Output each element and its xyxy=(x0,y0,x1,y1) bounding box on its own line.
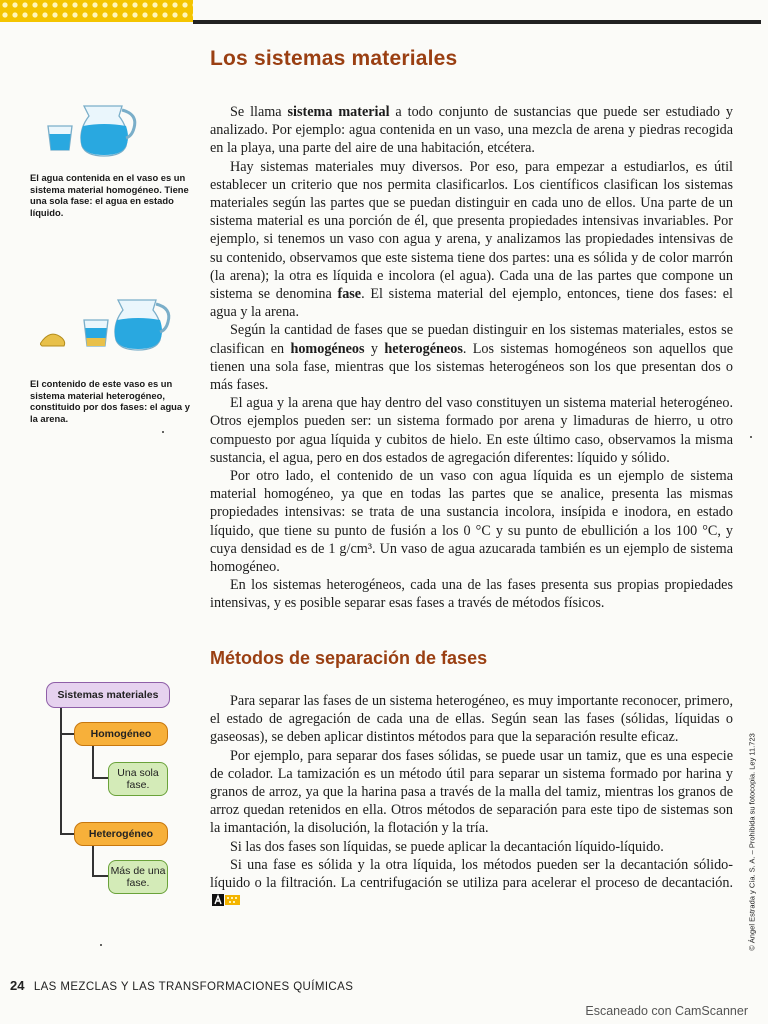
decorative-dotted-corner xyxy=(0,0,193,22)
node-homogeneous: Homogéneo xyxy=(74,722,168,746)
paragraph: Según la cantidad de fases que se puedan distinguir en los sistemas materiales, estos se clasifican en homogéneos y heterogéneos. Los sistemas homogéneos son aquellos que tienen una sola fase, mientras que los sistemas heterogéneos son los que presentan dos o más fases. xyxy=(210,322,734,394)
page-number: 24 xyxy=(10,978,25,993)
caption-heterogeneous-example: El contenido de este vaso es un sistema material heterogéneo, constituido por dos fases: el agua y la arena. xyxy=(30,378,190,424)
diagram-connector xyxy=(92,777,108,779)
body-text-systems xyxy=(210,103,733,613)
diagram-connector xyxy=(60,833,74,835)
top-rule xyxy=(193,20,761,24)
caption-homogeneous-example: El agua contenida en el vaso es un sistema material homogéneo. Tiene una sola fase: el agua en estado líquido. xyxy=(30,172,189,218)
diagram-connector xyxy=(92,746,94,779)
diagram-connector xyxy=(60,708,62,835)
paragraph: El agua y la arena que hay dentro del vaso constituyen un sistema material heterogéneo. Otros ejemplos pueden ser: un sistema formado por arena y limaduras de hierro, u otro compuesto por agua líquida y cubitos de hielo. En este último caso, observamos la misma sustancia, el agua, pero en dos estados de agregación diferentes: líquido y sólido. xyxy=(210,395,733,466)
footer-chapter-title: LAS MEZCLAS Y LAS TRANSFORMACIONES QUÍMICAS xyxy=(33,981,354,993)
bold-term: heterogéneos xyxy=(384,340,463,357)
node-material-systems: Sistemas materiales xyxy=(46,682,170,708)
scan-speck xyxy=(750,436,752,438)
node-multiple-phases: Más de una fase. xyxy=(108,860,168,894)
scan-speck xyxy=(100,944,102,946)
section-title: Métodos de separación de fases xyxy=(210,648,488,668)
sand-glass-jug-illustration xyxy=(40,294,172,356)
water-jug-icon xyxy=(81,106,135,156)
copyright-side-note: © Ángel Estrada y Cía. S. A. – Prohibida su fotocopia. Ley 11.723 xyxy=(747,733,757,951)
activity-badge-icon xyxy=(212,894,240,906)
node-single-phase: Una sola fase. xyxy=(108,762,168,796)
bold-term: sistema material xyxy=(287,104,390,120)
paragraph xyxy=(210,856,733,911)
glass-and-jug-illustration xyxy=(44,96,140,160)
paragraph: Se llama sistema material a todo conjunto de sustancias que puede ser estudiado y analizado. Por ejemplo: agua contenida en un vaso, una mezcla de arena y piedras recogida en la playa, una parte del aire de una habitación, etcétera. xyxy=(210,104,733,157)
paragraph: Para separar las fases de un sistema heterogéneo, es muy importante reconocer, primero, el estado de agregación de cada una de ellas. Según sean las fases (sólidas, líquidas o gaseosas), se deben aplicar distintos métodos para que la separación resulte eficaz. xyxy=(210,693,733,746)
body-text-separation xyxy=(210,692,733,910)
bold-term: homogéneos xyxy=(290,340,365,357)
page-title: Los sistemas materiales xyxy=(210,47,458,70)
node-heterogeneous: Heterogéneo xyxy=(74,822,168,846)
scan-speck xyxy=(162,431,164,433)
paragraph: Por ejemplo, para separar dos fases sólidas, se puede usar un tamiz, que es una especie de colador. La tamización es un método útil para separar un sistema formado por harina y granos de arroz, ya que la harina pasa a través de la malla del tamiz, mientras los granos de arroz quedan retenidos en ella. Otros métodos de separación para este tipo de sistemas son la imantación, la disolución, la flotación y la tría. xyxy=(210,747,733,837)
paragraph: Por otro lado, el contenido de un vaso con agua líquida es un ejemplo de sistema material homogéneo, ya que en todas las partes que se analice, presenta las mismas propiedades intensivas: se trata de una sustancia incolora, insípida e inodora, en estado líquido, que tiene su punto de fusión a los 0 °C y su punto de ebullición a los 100 °C, y cuya densidad es de 1 g/cm³. Un vaso de agua azucarada también es un ejemplo de sistema homogéneo. xyxy=(210,468,733,576)
page-footer xyxy=(10,978,353,993)
sand-pile-icon xyxy=(40,334,65,346)
scanner-watermark: Escaneado con CamScanner xyxy=(585,1004,748,1018)
diagram-connector xyxy=(60,733,74,735)
water-jug-icon xyxy=(115,300,169,350)
paragraph: Hay sistemas materiales muy diversos. Por eso, para empezar a estudiarlos, es útil establecer un criterio que nos permita clasificarlos. Los científicos clasifican los sistemas materiales según las partes que se puedan distinguir en cada uno de ellos. Una parte de un sistema material es una porción de él, que presenta propiedades intensivas invariables. Por ejemplo, si tenemos un vaso con agua y arena, y analizamos las propiedades intensivas de su contenido, observamos que este sistema tiene dos partes: una es sólida y de color marrón (la arena); la otra es líquida e incolora (el agua). Cada una de las partes que compone un sistema se denomina fase. El sistema material del ejemplo, entonces, tiene dos fases: el agua y la arena. xyxy=(210,158,733,321)
water-glass-icon xyxy=(48,126,72,150)
paragraph: En los sistemas heterogéneos, cada una de las fases presenta sus propias propiedades intensivas, y es posible separar esas fases a través de métodos físicos. xyxy=(210,577,733,612)
diagram-connector xyxy=(92,875,108,877)
paragraph: Si las dos fases son líquidas, se puede aplicar la decantación líquido-líquido. xyxy=(230,838,664,855)
glass-with-sand-icon xyxy=(84,320,108,346)
paragraph-text: Si una fase es sólida y la otra líquida, los métodos pueden ser la decantación sólido-líquido o la filtración. La centrifugación se utiliza para acelerar el proceso de decantación. xyxy=(210,856,733,892)
bold-term: fase xyxy=(337,286,362,303)
diagram-connector xyxy=(92,846,94,877)
classification-diagram xyxy=(38,676,188,906)
